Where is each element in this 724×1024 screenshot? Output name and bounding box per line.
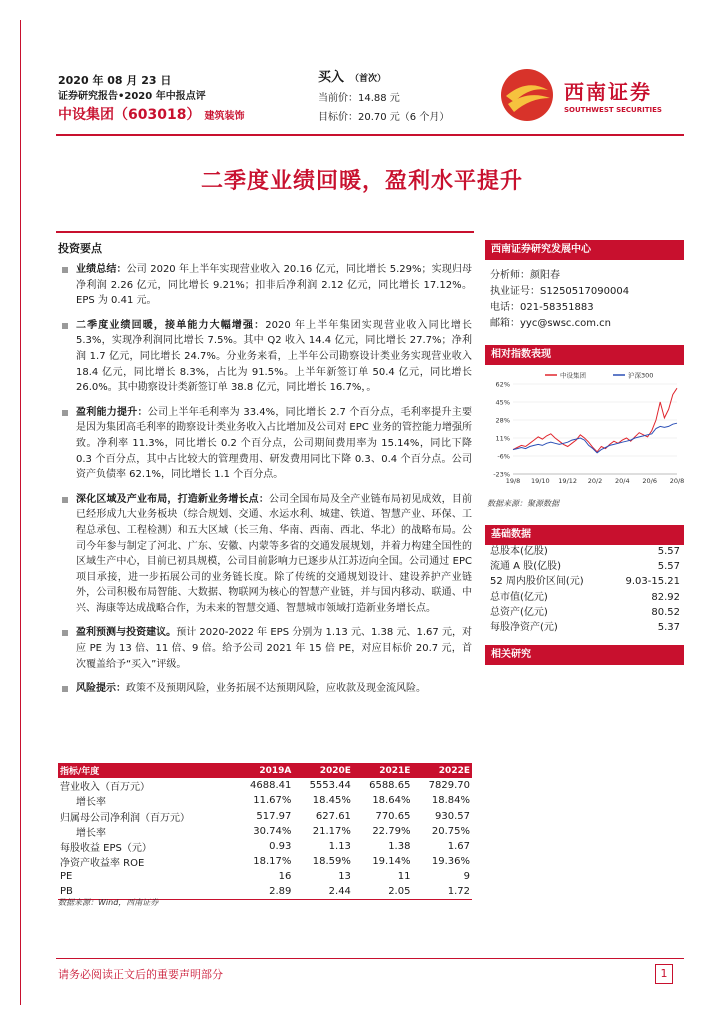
table-cell: 18.59%	[312, 856, 351, 868]
table-cell: 13	[338, 871, 351, 883]
analyst-name: 分析师：颜阳春	[490, 270, 560, 281]
table-cell: 930.57	[435, 810, 470, 822]
basic-row	[490, 544, 680, 559]
table-cell: 1.38	[388, 841, 411, 853]
current-price: 当前价：14.88 元	[318, 93, 400, 104]
table-row	[58, 824, 472, 839]
basic-value: 82.92	[651, 591, 680, 603]
table-header-cell: 2021E	[353, 763, 413, 778]
report-date: 2020 年 08 月 23 日	[58, 74, 172, 87]
left-margin-line	[20, 20, 21, 1005]
basic-row	[490, 590, 680, 605]
table-header-cell: 指标/年度	[58, 763, 234, 778]
table-header-cell: 2019A	[234, 763, 294, 778]
table-cell: 11.67%	[253, 795, 292, 807]
summary-heading: 投资要点	[58, 242, 102, 255]
financial-forecast-table	[58, 763, 472, 900]
table-header-cell: 2020E	[293, 763, 353, 778]
industry: 建筑装饰	[204, 111, 245, 122]
basic-row	[490, 574, 680, 589]
summary-bullets	[58, 262, 472, 706]
table-cell: 19.36%	[431, 856, 470, 868]
table-cell: 增长率	[76, 827, 106, 839]
basic-label: 每股净资产(元)	[490, 622, 558, 634]
basic-data-bar: 基础数据	[485, 525, 684, 545]
basic-label: 总资产(亿元)	[490, 606, 548, 618]
chart-source: 数据来源：聚源数据	[487, 499, 559, 508]
bullet-q2-recovery	[58, 318, 472, 396]
table-row	[58, 839, 472, 854]
page-number: 1	[655, 964, 673, 984]
footer-disclaimer: 请务必阅读正文后的重要声明部分	[58, 968, 223, 981]
table-source: 数据来源：Wind，西南证券	[58, 898, 159, 907]
bullet-forecast	[58, 625, 472, 672]
bullet-profitability	[58, 405, 472, 483]
table-cell: 6588.65	[369, 780, 411, 792]
basic-label: 总股本(亿股)	[490, 546, 548, 557]
bullet-text: 政策不及预期风险，业务拓展不达预期风险，应收款及现金流风险。	[126, 683, 426, 695]
footer-divider	[56, 958, 684, 959]
table-cell: 7829.70	[428, 780, 470, 792]
table-cell: 770.65	[375, 810, 411, 822]
table-cell: 1.72	[412, 885, 472, 900]
chart-x-tick-label: 19/12	[558, 477, 578, 485]
table-cell: 19.14%	[372, 856, 411, 868]
bullet-label: 盈利预测与投资建议。	[76, 627, 177, 639]
table-cell: 1.67	[447, 841, 470, 853]
logo-text-en: SOUTHWEST SECURITIES	[564, 106, 662, 114]
basic-data-list	[490, 544, 680, 635]
chart-legend-label: 中设集团	[560, 371, 586, 380]
bullet-label: 二季度业绩回暖，接单能力大幅增强：	[76, 319, 266, 331]
chart-legend-label: 沪深300	[628, 371, 654, 380]
chart-svg	[485, 370, 684, 490]
rating-note: （首次）	[350, 74, 387, 84]
basic-label: 流通 A 股(亿股)	[490, 561, 562, 573]
table-body	[58, 778, 472, 900]
table-cell: 1.13	[328, 841, 351, 853]
report-type: 证券研究报告•2020 年中报点评	[58, 91, 206, 102]
table-cell: 归属母公司净利润（百万元）	[60, 812, 190, 824]
table-cell: 净资产收益率 ROE	[60, 858, 145, 870]
table-cell: 9	[463, 871, 470, 883]
basic-row	[490, 559, 680, 574]
table-cell: 每股收益 EPS（元）	[60, 843, 152, 855]
table-cell: 18.17%	[253, 856, 292, 868]
logo-text-cn: 西南证券	[564, 80, 652, 104]
bullet-text: 公司上半年毛利率为 33.4%，同比增长 2.7 个百分点，毛利率提升主要是因为集团高毛利率的勘察设计类业务收入占比增加及公司对 EPC 业务的管控能力增强所致。净利率 11.3%，同比增长 0.2 个百分点，公司期间费用率为 15.14%，同比下降 0.3 个百分点，其中占比较大的管理费用、研发费用同比下降 0.3、0.4 个百分点。公司资产负债率 62.1%，同比增长 1.1 个百分点。	[76, 406, 472, 481]
chart-heading-bar: 相对指数表现	[485, 345, 684, 365]
basic-label: 52 周内股价区间(元)	[490, 576, 584, 588]
table-cell: 2.44	[293, 885, 353, 900]
chart-x-tick-label: 20/4	[615, 477, 630, 485]
bullet-label: 业绩总结：	[76, 264, 127, 275]
chart-y-tick-label: -6%	[497, 452, 510, 461]
chart-x-tick-label: 19/10	[530, 477, 550, 485]
table-cell: 18.45%	[312, 795, 351, 807]
table-cell: 30.74%	[253, 825, 292, 837]
table-cell: 2.05	[353, 885, 413, 900]
table-row	[58, 869, 472, 884]
logo-emblem-icon	[500, 68, 554, 122]
table-row	[58, 793, 472, 808]
table-header-row	[58, 763, 472, 778]
basic-value: 80.52	[651, 606, 680, 618]
table-cell: 增长率	[76, 797, 106, 809]
summary-divider	[56, 231, 474, 233]
chart-x-tick-label: 20/8	[669, 477, 684, 485]
chart-y-tick-label: 45%	[495, 398, 510, 407]
basic-label: 总市值(亿元)	[490, 591, 548, 603]
header-divider	[56, 134, 684, 136]
stock-code: （603018）	[114, 107, 201, 123]
table-cell: 21.17%	[312, 825, 351, 837]
table-cell: 22.79%	[372, 825, 411, 837]
table-cell: 2.89	[234, 885, 294, 900]
table-cell: 627.61	[315, 810, 351, 822]
bullet-label: 深化区域及产业布局，打造新业务增长点：	[76, 493, 269, 505]
bullet-text: 2020 年上半年集团实现营业收入同比增长 5.3%，实现净利润同比增长 7.5%。其中 Q2 收入 14.4 亿元，同比增长 27.7%；净利润 1.7 亿元，同比增长 24.7%。分业务来看，上半年公司勘察设计类业务实现营业收入 18.4 亿元，同比增长 8.3%，占比为 91.5%。上半年新签订单 50.4 亿元，同比增长 26.0%。其中勘察设计类新签订单 38.8 亿元，同比增长 16.7%，。	[76, 319, 472, 394]
table-cell: 11	[397, 871, 411, 883]
table-cell: 20.75%	[431, 825, 470, 837]
basic-value: 9.03-15.21	[625, 576, 680, 588]
chart-y-tick-label: 28%	[495, 416, 510, 425]
basic-value: 5.37	[657, 622, 680, 634]
bullet-text: 公司全国布局及全产业链布局初见成效，目前已经形成九大业务板块（综合规划、交通、水运水利、城建、铁道、智慧产业、环保、工程总承包、工程检测）和五大区域（长三角、华南、西南、西北、华北）的战略布局。公司今年参与制定了河北、广东、安徽、内蒙等多省的交通发展规划，并着力构建全国性的区域生产中心，目前已初具规模，公司目前影响力已逐步从江苏迈向全国。公司通过 EPC 项目承接，进一步拓展公司的业务链长度。除了传统的交通规划设计、建设养护产业链外，公司积极布局智能、大数据、物联网为核心的智慧产业链，并与国内移动、联通、中兴、海康等达成战略合作，为未来的智慧交通、智慧城市领域打造新业务增长点。	[76, 493, 472, 614]
chart-x-tick-label: 19/8	[505, 477, 521, 485]
related-research-bar: 相关研究	[485, 645, 684, 665]
table-cell: 4688.41	[250, 780, 292, 792]
chart-y-tick-label: 11%	[495, 434, 510, 443]
analyst-phone: 电话：021-58351883	[490, 302, 594, 313]
table-cell: 营业收入（百万元）	[60, 782, 150, 794]
bullet-risk	[58, 681, 472, 697]
bullet-text: 预计 2020-2022 年 EPS 分别为 1.13 元、1.38 元、1.67 元，对应 PE 为 13 倍、11 倍、9 倍。给予公司 2021 年 15 倍 PE，对应目标价 20.7 元，首次覆盖给予“买入”评级。	[76, 627, 472, 670]
basic-row	[490, 620, 680, 635]
rating	[318, 66, 386, 85]
analyst-license: 执业证号：S1250517090004	[490, 286, 630, 297]
basic-value: 5.57	[657, 546, 680, 557]
table-cell: 18.64%	[372, 795, 411, 807]
table-row	[58, 809, 472, 824]
bullet-regional-layout	[58, 492, 472, 617]
table-cell: PE	[60, 871, 73, 883]
bullet-text: 公司 2020 年上半年实现营业收入 20.16 亿元，同比增长 5.29%；实现归母净利润 2.26 亿元，同比增长 9.21%；扣非后净利润 2.12 亿元，同比增长 17.12%。EPS 为 0.41 元。	[76, 264, 473, 307]
report-title: 二季度业绩回暖，盈利水平提升	[200, 169, 523, 194]
table-cell: PB	[58, 885, 234, 900]
company-line	[58, 104, 244, 124]
chart-x-tick-label: 20/2	[587, 477, 603, 485]
table-cell: 16	[278, 871, 292, 883]
company-name: 中设集团	[58, 107, 114, 123]
table-cell: 517.97	[256, 810, 292, 822]
basic-value: 5.57	[657, 561, 680, 573]
chart-y-tick-label: 62%	[495, 380, 510, 389]
analyst-email: 邮箱：yyc@swsc.com.cn	[490, 318, 611, 329]
chart-y-tick-label: -23%	[493, 470, 510, 479]
bullet-label: 盈利能力提升：	[76, 406, 148, 418]
research-center-bar: 西南证券研究发展中心	[485, 240, 684, 260]
chart-x-tick-label: 20/6	[642, 477, 657, 485]
table-cell: 18.84%	[431, 795, 470, 807]
southwest-securities-logo	[500, 66, 680, 124]
table-row	[58, 778, 472, 793]
bullet-performance	[58, 262, 472, 309]
relative-index-chart	[485, 370, 684, 490]
target-price: 目标价：20.70 元（6 个月）	[318, 112, 450, 123]
table-row	[58, 854, 472, 869]
table-cell: 0.93	[269, 841, 292, 853]
table-header-cell: 2022E	[412, 763, 472, 778]
bullet-label: 风险提示：	[76, 683, 126, 695]
basic-row	[490, 605, 680, 620]
table-cell: 5553.44	[309, 780, 351, 792]
rating-value: 买入	[318, 70, 345, 85]
